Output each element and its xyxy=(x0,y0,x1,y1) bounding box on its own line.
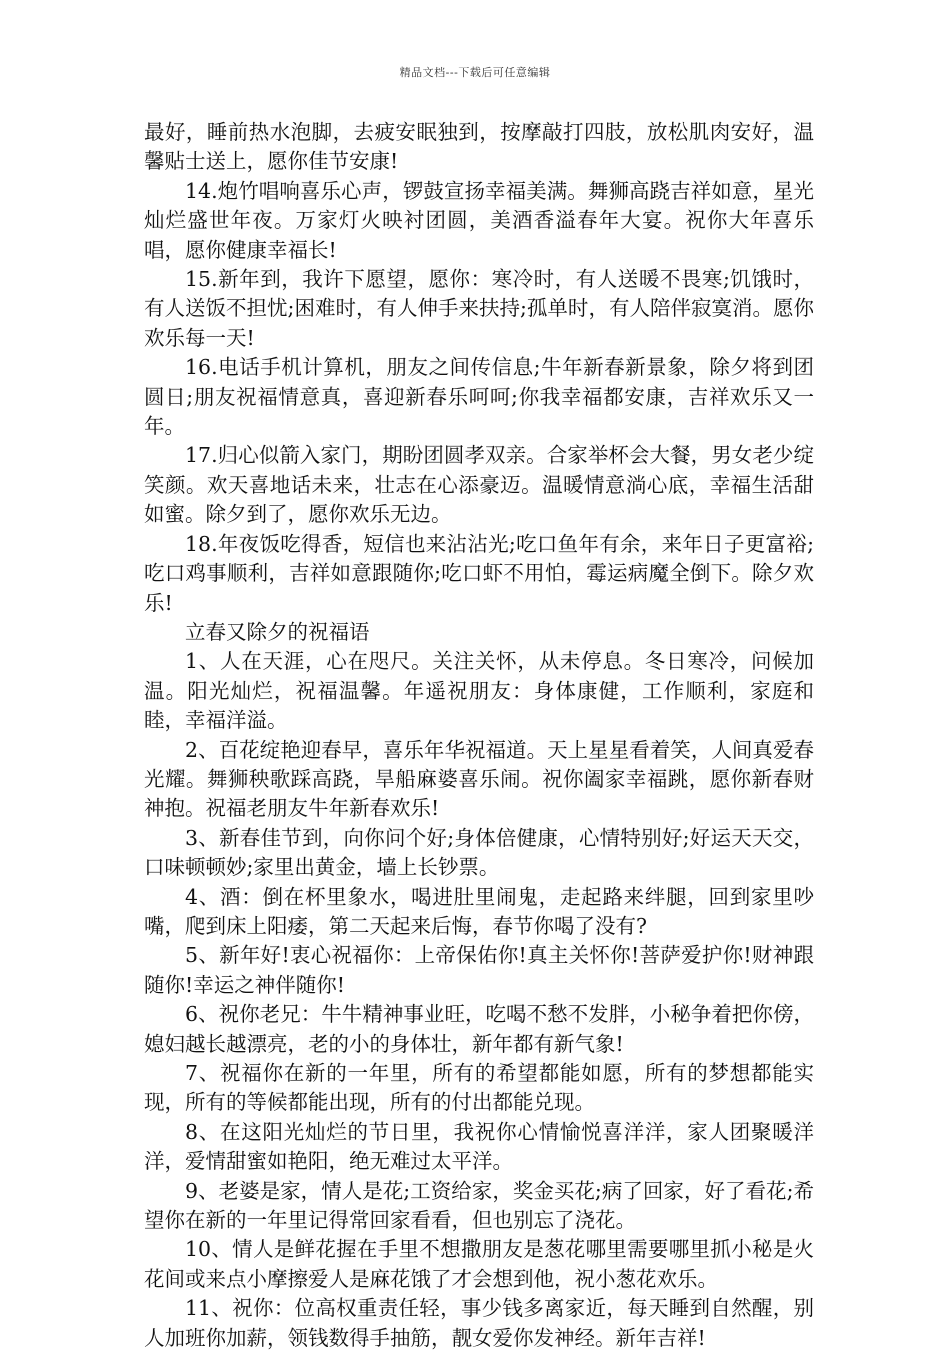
paragraph: 17.归心似箭入家门，期盼团圆孝双亲。合家举杯会大餐，男女老少绽笑颜。欢天喜地话未来，壮志在心添豪迈。温暖情意淌心底，幸福生活甜如蜜。除夕到了，愿你欢乐无边。 xyxy=(144,443,814,527)
paragraph: 10、情人是鲜花握在手里不想撒朋友是葱花哪里需要哪里抓小秘是火花间或来点小摩擦爱人是麻花饿了才会想到他，祝小葱花欢乐。 xyxy=(144,1237,814,1291)
paragraph: 1、人在天涯，心在咫尺。关注关怀，从未停息。冬日寒冷，问候加温。阳光灿烂，祝福温馨。年遥祝朋友：身体康健，工作顺利，家庭和睦，幸福洋溢。 xyxy=(144,649,814,733)
paragraph: 4、酒：倒在杯里象水，喝进肚里闹鬼，走起路来绊腿，回到家里吵嘴，爬到床上阳痿，第二天起来后悔，春节你喝了没有? xyxy=(144,884,814,938)
paragraph: 14.炮竹唱响喜乐心声，锣鼓宣扬幸福美满。舞狮高跷吉祥如意，星光灿烂盛世年夜。万家灯火映衬团圆，美酒香溢春年大宴。祝你大年喜乐唱，愿你健康幸福长! xyxy=(144,178,814,262)
paragraph: 11、祝你：位高权重责任轻，事少钱多离家近，每天睡到自然醒，别人加班你加薪，领钱数得手抽筋，靓女爱你发神经。新年吉祥! xyxy=(144,1296,814,1350)
section-heading: 立春又除夕的祝福语 xyxy=(185,619,370,644)
paragraph: 15.新年到，我许下愿望，愿你：寒冷时，有人送暖不畏寒;饥饿时，有人送饭不担忧;困难时，有人伸手来扶持;孤单时，有人陪伴寂寞消。愿你欢乐每一天! xyxy=(144,267,814,350)
paragraph: 8、在这阳光灿烂的节日里，我祝你心情愉悦喜洋洋，家人团聚暖洋洋，爱情甜蜜如艳阳，绝无难过太平洋。 xyxy=(144,1119,814,1174)
paragraph: 16.电话手机计算机，朋友之间传信息;牛年新春新景象，除夕将到团圆日;朋友祝福情意真，喜迎新春乐呵呵;你我幸福都安康，吉祥欢乐又一年。 xyxy=(144,355,814,439)
paragraph: 7、祝福你在新的一年里，所有的希望都能如愿，所有的梦想都能实现，所有的等候都能出现，所有的付出都能兑现。 xyxy=(144,1061,814,1115)
paragraph: 3、新春佳节到，向你问个好;身体倍健康，心情特别好;好运天天交，口味顿顿妙;家里出黄金，墙上长钞票。 xyxy=(144,825,814,880)
paragraph: 6、祝你老兄：牛牛精神事业旺，吃喝不愁不发胖，小秘争着把你傍，媳妇越长越漂亮，老的小的身体壮，新年都有新气象! xyxy=(144,1002,814,1056)
paragraph: 2、百花绽艳迎春早，喜乐年华祝福道。天上星星看着笑，人间真爱春光耀。舞狮秧歌踩高跷，旱船麻婆喜乐闹。祝你阖家幸福跳，愿你新春财神抱。祝福老朋友牛年新春欢乐! xyxy=(144,737,814,821)
paragraph: 18.年夜饭吃得香，短信也来沾沾光;吃口鱼年有余，来年日子更富裕;吃口鸡事顺利，吉祥如意跟随你;吃口虾不用怕，霉运病魔全倒下。除夕欢乐! xyxy=(144,531,814,615)
paragraph: 9、老婆是家，情人是花;工资给家，奖金买花;病了回家，好了看花;希望你在新的一年里记得常回家看看，但也别忘了浇花。 xyxy=(144,1178,814,1233)
page-header: 精品文档---下载后可任意编辑 xyxy=(399,66,551,79)
document-body xyxy=(144,118,814,1353)
paragraph: 最好，睡前热水泡脚，去疲安眠独到，按摩敲打四肢，放松肌肉安好，温馨贴士送上，愿你佳节安康! xyxy=(144,120,814,174)
paragraph: 5、新年好!衷心祝福你：上帝保佑你!真主关怀你!菩萨爱护你!财神跟随你!幸运之神伴随你! xyxy=(144,943,814,997)
